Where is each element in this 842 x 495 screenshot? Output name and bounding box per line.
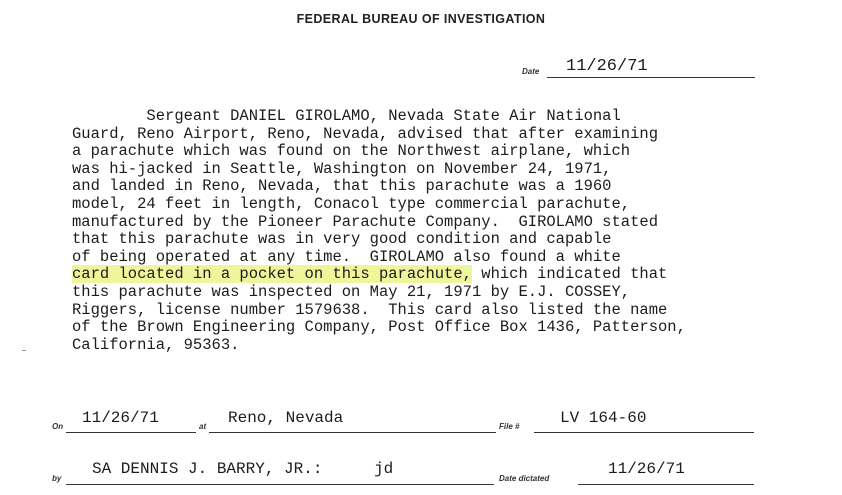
on-date-value: 11/26/71 xyxy=(82,409,159,427)
narrative-line: manufactured by the Pioneer Parachute Company. GIROLAMO stated xyxy=(72,212,658,231)
highlighted-line xyxy=(72,266,772,284)
narrative-line: of being operated at any time. GIROLAMO also found a white xyxy=(72,247,621,266)
narrative-line: California, 95363. xyxy=(72,335,240,354)
document-header: FEDERAL BUREAU OF INVESTIGATION xyxy=(296,12,546,26)
narrative-line: a parachute which was found on the Northwest airplane, which xyxy=(72,142,631,161)
narrative-line: Guard, Reno Airport, Reno, Nevada, advised that after examining xyxy=(72,124,658,143)
narrative-line: Riggers, license number 1579638. This card also listed the name xyxy=(72,300,668,319)
file-underline xyxy=(534,432,754,433)
date-dictated-label: Date dictated xyxy=(499,474,550,483)
narrative-line: of the Brown Engineering Company, Post Office Box 1436, Patterson, xyxy=(72,318,686,337)
highlighted-text: card located in a pocket on this parachute, xyxy=(72,265,472,284)
date-dictated-underline xyxy=(578,484,754,485)
at-underline xyxy=(209,432,496,433)
narrative-line: was hi-jacked in Seattle, Washington on November 24, 1971, xyxy=(72,159,612,178)
typist-initials-value: jd xyxy=(374,460,394,478)
agent-name-value: SA DENNIS J. BARRY, JR.: xyxy=(92,460,323,478)
narrative-line: model, 24 feet in length, Conacol type commercial parachute, xyxy=(72,194,631,213)
by-underline xyxy=(66,484,494,485)
date-value: 11/26/71 xyxy=(566,57,648,76)
on-label: On xyxy=(52,422,64,431)
date-dictated-value: 11/26/71 xyxy=(608,460,685,478)
narrative-line: that this parachute was in very good condition and capable xyxy=(72,230,612,249)
highlight-tail-text: which indicated that xyxy=(471,265,668,284)
on-underline xyxy=(66,432,196,433)
narrative-line: and landed in Reno, Nevada, that this parachute was a 1960 xyxy=(72,177,612,196)
by-label: by xyxy=(52,474,62,483)
file-label: File # xyxy=(499,422,520,431)
date-underline xyxy=(547,77,755,78)
narrative-line: Sergeant DANIEL GIROLAMO, Nevada State Air National xyxy=(72,107,621,125)
margin-mark xyxy=(22,350,26,351)
file-number-value: LV 164-60 xyxy=(560,409,647,427)
date-label: Date xyxy=(522,67,540,76)
narrative-body xyxy=(72,108,772,354)
at-label: at xyxy=(199,422,207,431)
location-value: Reno, Nevada xyxy=(228,409,344,427)
narrative-line: this parachute was inspected on May 21, 1971 by E.J. COSSEY, xyxy=(72,282,631,301)
